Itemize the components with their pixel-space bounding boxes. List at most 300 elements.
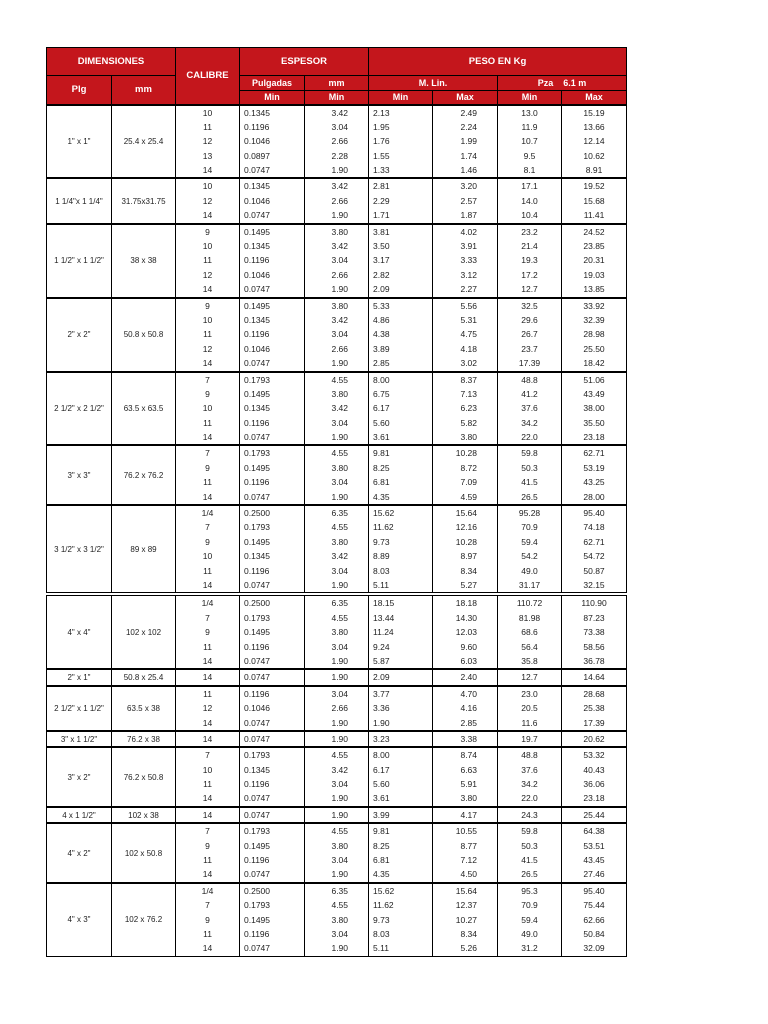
mlin-min-value: 2.09 — [373, 672, 390, 683]
cell-pza-min — [498, 669, 562, 685]
cell-espesor-pulgadas — [240, 372, 305, 446]
cell-espesor-mm — [305, 372, 369, 446]
mlin-min-value: 1.76 — [373, 136, 390, 147]
mlin-min-value: 3.17 — [373, 255, 390, 266]
product-group — [47, 669, 627, 685]
espesor-mm-value: 1.90 — [331, 672, 349, 683]
cell-mlin-max — [433, 298, 498, 372]
pza-max-value: 50.87 — [583, 565, 605, 576]
header-plg: Plg — [47, 76, 112, 105]
cell-mlin-min — [369, 669, 433, 685]
mlin-min-value: 6.17 — [373, 764, 390, 775]
pza-min-value: 49.0 — [521, 928, 538, 939]
pza-max-value: 32.39 — [583, 314, 605, 325]
dimension-mm: 76.2 x 38 — [112, 731, 176, 747]
cell-pza-max — [562, 747, 627, 807]
pza-min-value: 19.3 — [521, 255, 538, 266]
mlin-min-value: 8.00 — [373, 374, 390, 385]
calibre-value: 14 — [202, 580, 213, 590]
pza-max-value: 25.44 — [583, 809, 605, 820]
cell-pza-max — [562, 105, 627, 179]
mlin-max-value: 4.17 — [460, 809, 478, 820]
calibre-value: 14 — [202, 210, 213, 221]
pza-min-value: 95.3 — [521, 885, 538, 896]
pza-min-value: 95.28 — [518, 508, 541, 519]
espesor-pulgadas-value: 0.0747 — [244, 580, 271, 590]
calibre-value: 14 — [202, 358, 213, 369]
mlin-max-value: 4.02 — [460, 226, 478, 237]
pza-max-value: 15.68 — [583, 195, 605, 206]
pza-min-value: 110.72 — [516, 598, 543, 609]
calibre-value: 7 — [205, 612, 210, 623]
pza-max-value: 62.71 — [583, 448, 605, 459]
mlin-max-value: 3.91 — [460, 241, 478, 252]
product-group — [47, 594, 627, 669]
calibre-value: 7 — [205, 750, 210, 761]
product-group — [47, 823, 627, 883]
cell-espesor-pulgadas — [240, 807, 305, 823]
mlin-min-value: 4.38 — [373, 329, 390, 340]
cell-mlin-min — [369, 594, 433, 669]
mlin-max-value: 2.49 — [460, 107, 478, 118]
calibre-value: 11 — [203, 928, 212, 939]
mlin-min-value: 2.81 — [373, 181, 390, 192]
calibre-value: 14 — [202, 869, 213, 880]
mlin-min-value: 1.90 — [373, 717, 390, 728]
table-row — [47, 105, 627, 179]
mlin-min-value: 3.61 — [373, 793, 390, 804]
pza-max-value: 110.90 — [581, 598, 607, 609]
dimension-mm: 50.8 x 25.4 — [112, 669, 176, 685]
pza-max-value: 19.52 — [583, 181, 605, 192]
espesor-mm-value: 3.42 — [331, 403, 349, 414]
pza-max-value: 35.50 — [583, 417, 605, 428]
pza-min-value: 21.4 — [521, 241, 538, 252]
mlin-max-value: 1.46 — [460, 165, 478, 176]
calibre-value: 7 — [205, 374, 210, 385]
dimension-mm: 76.2 x 50.8 — [112, 747, 176, 807]
espesor-pulgadas-value: 0.1793 — [244, 900, 271, 911]
pza-min-value: 10.4 — [521, 210, 538, 221]
cell-mlin-min — [369, 298, 433, 372]
dimension-plg: 1 1/2" x 1 1/2" — [47, 224, 112, 298]
pza-max-value: 19.03 — [583, 269, 605, 280]
pza-min-value: 59.8 — [521, 826, 538, 837]
pza-max-value: 13.66 — [583, 121, 605, 132]
espesor-mm-value: 3.42 — [331, 551, 349, 562]
dimension-mm: 63.5 x 63.5 — [112, 372, 176, 446]
cell-espesor-mm — [305, 178, 369, 223]
mlin-min-value: 1.95 — [373, 121, 390, 132]
pza-max-value: 62.66 — [583, 914, 605, 925]
cell-pza-min — [498, 105, 562, 179]
pza-min-value: 8.1 — [523, 165, 536, 176]
mlin-min-value: 11.62 — [373, 522, 394, 533]
mlin-max-value: 5.56 — [460, 300, 478, 311]
espesor-pulgadas-value: 0.0747 — [244, 733, 271, 744]
pza-max-value: 36.78 — [583, 655, 605, 666]
cell-mlin-min — [369, 105, 433, 179]
mlin-max-value: 8.34 — [460, 565, 478, 576]
pza-min-value: 68.6 — [521, 627, 538, 638]
calibre-value: 7 — [205, 900, 210, 911]
mlin-max-value: 12.03 — [455, 627, 478, 638]
product-group — [47, 731, 627, 747]
header-pulgadas: Pulgadas — [240, 76, 305, 91]
mlin-max-value: 3.38 — [460, 733, 478, 744]
espesor-pulgadas-value: 0.1345 — [244, 551, 271, 562]
cell-espesor-pulgadas — [240, 505, 305, 594]
dimension-mm: 102 x 50.8 — [112, 823, 176, 883]
cell-espesor-pulgadas — [240, 594, 305, 669]
espesor-mm-value: 1.90 — [331, 733, 349, 744]
mlin-min-value: 8.25 — [373, 462, 390, 473]
dimension-plg: 1 1/4"x 1 1/4" — [47, 178, 112, 223]
calibre-value: 10 — [202, 314, 213, 325]
table-row — [47, 823, 627, 883]
espesor-pulgadas-value: 0.1196 — [244, 565, 270, 576]
pza-min-value: 10.7 — [521, 136, 538, 147]
mlin-min-value: 11.24 — [373, 627, 394, 638]
pza-max-value: 10.62 — [583, 150, 605, 161]
espesor-pulgadas-value: 0.1196 — [244, 477, 270, 488]
pza-max-value: 23.18 — [583, 432, 605, 443]
mlin-max-value: 7.09 — [460, 477, 478, 488]
cell-pza-max — [562, 823, 627, 883]
spec-table-container — [46, 47, 626, 957]
header-pza-min: Min — [498, 91, 562, 105]
espesor-pulgadas-value: 0.1046 — [244, 269, 271, 280]
pza-max-value: 18.42 — [583, 358, 605, 369]
espesor-pulgadas-value: 0.1495 — [244, 388, 271, 399]
espesor-mm-value: 1.90 — [331, 432, 349, 443]
espesor-pulgadas-value: 0.1793 — [244, 374, 271, 385]
cell-pza-min — [498, 731, 562, 747]
espesor-pulgadas-value: 0.0747 — [244, 809, 271, 820]
calibre-value: 12 — [202, 269, 213, 280]
cell-espesor-pulgadas — [240, 823, 305, 883]
product-group — [47, 686, 627, 731]
calibre-value: 11 — [203, 565, 212, 576]
dimension-plg: 3" x 2" — [47, 747, 112, 807]
calibre-value: 14 — [202, 809, 213, 820]
cell-mlin-max — [433, 178, 498, 223]
cell-calibre — [176, 594, 240, 669]
espesor-pulgadas-value: 0.1345 — [244, 764, 271, 775]
pza-min-value: 12.7 — [521, 672, 538, 683]
pza-max-value: 24.52 — [583, 226, 605, 237]
cell-espesor-mm — [305, 224, 369, 298]
mlin-min-value: 5.11 — [373, 580, 389, 590]
mlin-min-value: 18.15 — [373, 598, 395, 609]
mlin-max-value: 12.37 — [455, 900, 478, 911]
tube-spec-table — [46, 47, 627, 957]
espesor-mm-value: 3.04 — [331, 855, 349, 866]
mlin-min-value: 6.81 — [373, 855, 390, 866]
espesor-mm-value: 2.66 — [331, 703, 349, 714]
pza-max-value: 28.68 — [583, 688, 605, 699]
pza-min-value: 54.2 — [521, 551, 538, 562]
cell-pza-min — [498, 807, 562, 823]
cell-espesor-mm — [305, 298, 369, 372]
cell-pza-min — [498, 747, 562, 807]
cell-calibre — [176, 372, 240, 446]
pza-min-value: 22.0 — [521, 432, 538, 443]
pza-min-value: 9.5 — [523, 150, 536, 161]
mlin-min-value: 15.62 — [373, 508, 395, 519]
table-row — [47, 505, 627, 594]
pza-max-value: 43.45 — [583, 855, 605, 866]
espesor-pulgadas-value: 0.1345 — [244, 314, 271, 325]
espesor-pulgadas-value: 0.1495 — [244, 840, 271, 851]
espesor-pulgadas-value: 0.1046 — [244, 136, 271, 147]
cell-pza-max — [562, 807, 627, 823]
calibre-value: 14 — [202, 943, 213, 954]
espesor-pulgadas-value: 0.1046 — [244, 195, 271, 206]
dimension-mm: 102 x 76.2 — [112, 883, 176, 956]
pza-min-value: 14.0 — [521, 195, 538, 206]
espesor-mm-value: 3.42 — [331, 107, 349, 118]
cell-calibre — [176, 747, 240, 807]
product-group — [47, 298, 627, 372]
espesor-pulgadas-value: 0.0747 — [244, 358, 271, 369]
cell-pza-min — [498, 823, 562, 883]
espesor-pulgadas-value: 0.1495 — [244, 462, 271, 473]
calibre-value: 10 — [202, 181, 213, 192]
cell-mlin-min — [369, 807, 433, 823]
mlin-max-value: 14.30 — [455, 612, 478, 623]
pza-max-value: 73.38 — [583, 627, 605, 638]
header-mm: mm — [112, 76, 176, 105]
mlin-max-value: 3.12 — [460, 269, 478, 280]
table-row — [47, 747, 627, 807]
pza-max-value: 64.38 — [583, 826, 605, 837]
dimension-mm: 102 x 38 — [112, 807, 176, 823]
mlin-min-value: 5.11 — [373, 943, 389, 954]
mlin-min-value: 4.35 — [373, 869, 390, 880]
mlin-min-value: 8.00 — [373, 750, 390, 761]
mlin-max-value: 4.50 — [460, 869, 478, 880]
calibre-value: 1/4 — [201, 885, 214, 896]
dimension-mm: 38 x 38 — [112, 224, 176, 298]
mlin-max-value: 2.24 — [460, 121, 478, 132]
pza-min-value: 37.6 — [521, 403, 538, 414]
calibre-value: 14 — [202, 655, 213, 666]
espesor-pulgadas-value: 0.1793 — [244, 522, 271, 533]
espesor-pulgadas-value: 0.1345 — [244, 181, 271, 192]
header-espesor: ESPESOR — [240, 48, 369, 76]
cell-mlin-min — [369, 445, 433, 505]
espesor-mm-value: 3.80 — [331, 914, 349, 925]
dimension-mm: 63.5 x 38 — [112, 686, 176, 731]
product-group — [47, 178, 627, 223]
cell-calibre — [176, 823, 240, 883]
dimension-mm: 89 x 89 — [112, 505, 176, 594]
espesor-mm-value: 6.35 — [331, 508, 349, 519]
espesor-pulgadas-value: 0.0747 — [244, 210, 271, 221]
cell-calibre — [176, 686, 240, 731]
pza-max-value: 13.85 — [583, 284, 605, 295]
mlin-max-value: 8.97 — [460, 551, 478, 562]
pza-max-value: 36.06 — [583, 779, 605, 790]
mlin-min-value: 9.81 — [373, 826, 390, 837]
calibre-value: 11 — [203, 329, 212, 340]
pza-min-value: 34.2 — [521, 779, 538, 790]
espesor-pulgadas-value: 0.1196 — [244, 855, 270, 866]
pza-max-value: 40.43 — [583, 764, 605, 775]
pza-min-value: 20.5 — [521, 703, 538, 714]
cell-espesor-mm — [305, 594, 369, 669]
espesor-mm-value: 1.90 — [331, 210, 349, 221]
espesor-mm-value: 3.04 — [331, 779, 349, 790]
mlin-max-value: 5.31 — [460, 314, 478, 325]
calibre-value: 10 — [202, 764, 213, 775]
espesor-mm-value: 2.28 — [331, 150, 349, 161]
table-row — [47, 298, 627, 372]
espesor-pulgadas-value: 0.0897 — [244, 150, 271, 161]
espesor-mm-value: 3.04 — [331, 641, 349, 652]
cell-mlin-max — [433, 445, 498, 505]
mlin-max-value: 1.87 — [460, 210, 478, 221]
pza-min-value: 24.3 — [521, 809, 538, 820]
table-row — [47, 372, 627, 446]
header-peso: PESO EN Kg — [369, 48, 627, 76]
pza-max-value: 20.62 — [583, 733, 605, 744]
mlin-min-value: 11.62 — [373, 900, 394, 911]
mlin-max-value: 2.27 — [460, 284, 478, 295]
mlin-min-value: 2.29 — [373, 195, 390, 206]
espesor-mm-value: 1.90 — [331, 717, 349, 728]
mlin-min-value: 8.89 — [373, 551, 390, 562]
espesor-pulgadas-value: 0.0747 — [244, 165, 271, 176]
espesor-pulgadas-value: 0.1793 — [244, 448, 271, 459]
mlin-min-value: 5.87 — [373, 655, 390, 666]
pza-max-value: 62.71 — [583, 536, 605, 547]
mlin-max-value: 1.74 — [460, 150, 478, 161]
cell-espesor-pulgadas — [240, 686, 305, 731]
cell-pza-max — [562, 731, 627, 747]
calibre-value: 11 — [203, 121, 212, 132]
mlin-max-value: 2.40 — [460, 672, 478, 683]
pza-max-value: 14.64 — [583, 672, 605, 683]
cell-pza-max — [562, 505, 627, 594]
calibre-value: 11 — [203, 688, 212, 699]
dimension-plg: 1" x 1" — [47, 105, 112, 179]
calibre-value: 11 — [203, 417, 212, 428]
pza-max-value: 8.91 — [585, 165, 603, 176]
dimension-plg: 3" x 1 1/2" — [47, 731, 112, 747]
espesor-pulgadas-value: 0.1495 — [244, 536, 271, 547]
espesor-pulgadas-value: 0.1345 — [244, 403, 271, 414]
mlin-min-value: 5.60 — [373, 417, 390, 428]
pza-max-value: 11.41 — [583, 210, 605, 221]
espesor-mm-value: 3.80 — [331, 840, 349, 851]
calibre-value: 9 — [205, 627, 210, 638]
dimension-plg: 3 1/2" x 3 1/2" — [47, 505, 112, 594]
cell-mlin-max — [433, 372, 498, 446]
calibre-value: 12 — [202, 136, 213, 147]
espesor-pulgadas-value: 0.1196 — [244, 255, 270, 266]
mlin-min-value: 3.61 — [373, 432, 390, 443]
mlin-max-value: 4.75 — [460, 329, 478, 340]
mlin-max-value: 8.34 — [460, 928, 478, 939]
mlin-min-value: 3.89 — [373, 343, 390, 354]
dimension-plg: 2" x 1" — [47, 669, 112, 685]
table-row — [47, 686, 627, 731]
header-dimensiones: DIMENSIONES — [47, 48, 176, 76]
cell-pza-max — [562, 224, 627, 298]
mlin-max-value: 2.85 — [460, 717, 478, 728]
cell-pza-max — [562, 686, 627, 731]
mlin-min-value: 2.13 — [373, 107, 390, 118]
pza-max-value: 25.38 — [583, 703, 605, 714]
calibre-value: 9 — [205, 226, 210, 237]
pza-max-value: 28.00 — [583, 491, 605, 502]
calibre-value: 10 — [202, 107, 213, 118]
cell-espesor-pulgadas — [240, 883, 305, 956]
mlin-max-value: 10.28 — [455, 448, 478, 459]
mlin-min-value: 8.03 — [373, 928, 390, 939]
mlin-max-value: 4.70 — [460, 688, 478, 699]
espesor-pulgadas-value: 0.1495 — [244, 914, 271, 925]
pza-min-value: 59.4 — [521, 914, 538, 925]
espesor-mm-value: 6.35 — [331, 598, 349, 609]
product-group — [47, 445, 627, 505]
espesor-mm-value: 1.90 — [331, 165, 349, 176]
mlin-min-value: 2.85 — [373, 358, 390, 369]
pza-min-value: 70.9 — [521, 522, 538, 533]
espesor-mm-value: 4.55 — [331, 612, 349, 623]
header-calibre: CALIBRE — [176, 48, 240, 105]
pza-min-value: 59.8 — [521, 448, 538, 459]
espesor-mm-value: 3.42 — [331, 181, 349, 192]
espesor-pulgadas-value: 0.0747 — [244, 284, 271, 295]
espesor-pulgadas-value: 0.1046 — [244, 703, 271, 714]
mlin-min-value: 9.81 — [373, 448, 390, 459]
espesor-mm-value: 1.90 — [331, 869, 349, 880]
table-row — [47, 178, 627, 223]
espesor-pulgadas-value: 0.1196 — [244, 779, 270, 790]
mlin-max-value: 4.59 — [460, 491, 478, 502]
calibre-value: 11 — [203, 255, 212, 266]
calibre-value: 13 — [202, 150, 213, 161]
pza-min-value: 26.5 — [521, 491, 538, 502]
espesor-mm-value: 1.90 — [331, 358, 349, 369]
product-group — [47, 505, 627, 594]
pza-max-value: 53.32 — [583, 750, 605, 761]
pza-max-value: 53.51 — [583, 840, 605, 851]
pza-min-value: 13.0 — [521, 107, 538, 118]
cell-pza-max — [562, 445, 627, 505]
pza-min-value: 23.0 — [521, 688, 538, 699]
mlin-max-value: 8.72 — [460, 462, 478, 473]
cell-espesor-mm — [305, 883, 369, 956]
mlin-max-value: 15.64 — [455, 508, 478, 519]
cell-mlin-min — [369, 505, 433, 594]
cell-mlin-min — [369, 372, 433, 446]
product-group — [47, 224, 627, 298]
calibre-value: 9 — [205, 300, 210, 311]
espesor-pulgadas-value: 0.2500 — [244, 885, 271, 896]
cell-espesor-pulgadas — [240, 747, 305, 807]
cell-calibre — [176, 105, 240, 179]
pza-max-value: 32.09 — [583, 943, 605, 954]
pza-min-value: 17.39 — [518, 358, 541, 369]
mlin-max-value: 5.82 — [460, 417, 478, 428]
table-row — [47, 669, 627, 685]
calibre-value: 11 — [203, 477, 212, 488]
table-row — [47, 731, 627, 747]
